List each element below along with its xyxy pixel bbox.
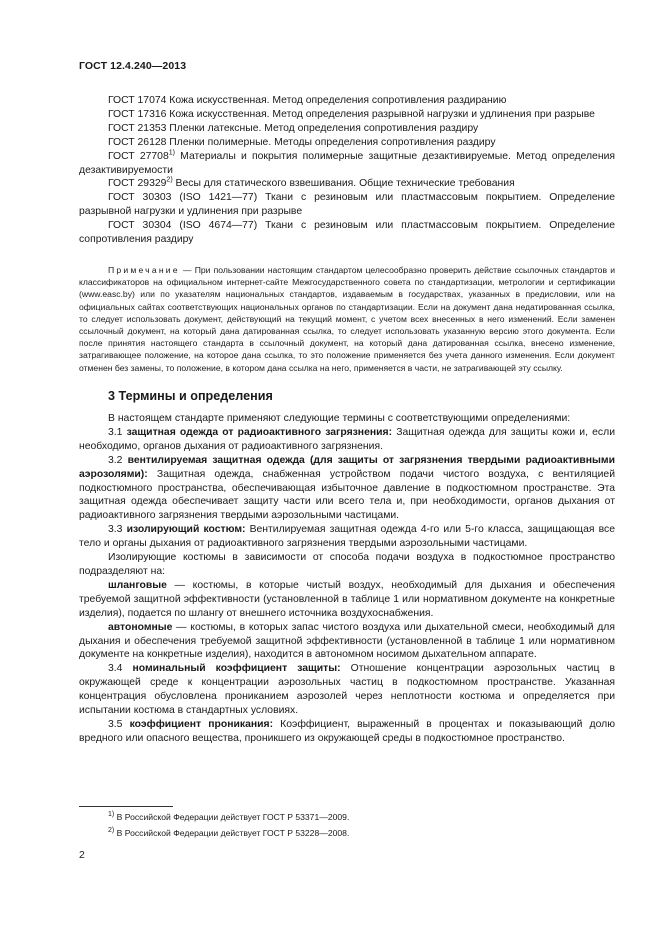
page-header: ГОСТ 12.4.240—2013	[79, 60, 187, 72]
term-3-2: 3.2 вентилируемая защитная одежда (для защиты от загрязнения твердыми радиоактивными аэрозолями): Защитная одежда, снабженная устройством подачи чистого воздуха, с вентиляцией подкостюмного пространства, обеспечивающая избыточное давление в подкостюмном пространстве. Эта защитная одежда обеспечивает защиту части или всего тела и, при необходимости, органов дыхания от радиоактивного загрязнения твердыми аэрозольными частицами.	[79, 454, 615, 522]
term-3-4: 3.4 номинальный коэффициент защиты: Отношение концентрации аэрозольных частиц в окружающей среде к концентрации аэрозольных частиц в подкостюмном пространстве. Указанная концентрация обусловлена прониканием аэрозолей через неплотности костюма и определяется при испытании костюма в стандартных условиях.	[79, 663, 615, 717]
reference-item: ГОСТ 21353 Пленки латексные. Метод определения сопротивления раздиру	[108, 122, 479, 134]
term-3-5: 3.5 коэффициент проникания: Коэффициент, выраженный в процентах и показывающий долю вредного или опасного вещества, проникшего из окружающей среды в подкостюмное пространство.	[79, 718, 615, 744]
footnote-ref: 2)	[166, 176, 173, 184]
hose-suits-paragraph: шланговые — костюмы, в которые чистый воздух, необходимый для дыхания и обеспечения требуемой защитной эффективности (установленной в таблице 1 или нормативном документе на конкретные изделия), подается по шлангу от внешнего источника воздухоснабжения.	[79, 579, 615, 619]
term-3-1: 3.1 защитная одежда от радиоактивного загрязнения: Защитная одежда для защиты кожи и, если необходимо, органов дыхания от радиоактивного загрязнения.	[79, 426, 615, 452]
reference-item: ГОСТ 27708$^{1)}$ Материалы и покрытия полимерные защитные дезактивируемые. Метод определения дезактивируемости	[79, 149, 615, 176]
note-paragraph: Примечание — При пользовании настоящим стандартом целесообразно проверить действие ссылочных стандартов и классификаторов на официальном интернет-сайте Межгосударственного совета по стандартизации, метрологии и сертификации (www.easc.by) или по указателям национальных стандартов, издаваемым в государствах, указанных в предисловии, или на официальных сайтах соответствующих национальных органов по стандартизации. Если на документ дана недатированная ссылка, то следует использовать документ, действующий на текущий момент, с учетом всех внесенных в него изменений. Если заменен ссылочный документ, на который дана датированная ссылка, то следует использовать указанную версию этого документа. Если после принятия настоящего стандарта в ссылочный документ, на который дана датированная ссылка, внесено изменение, затрагивающее положение, на которое дана ссылка, то это положение применяется без учета данного изменения. Если документ отменен без замены, то положение, в котором дана ссылка на него, применяется в части, не затрагивающей эту ссылку.	[79, 265, 615, 373]
footnote-divider	[79, 806, 173, 807]
note-label: Примечание	[108, 265, 180, 275]
section-title: 3 Термины и определения	[108, 389, 273, 403]
intro-paragraph: В настоящем стандарте применяют следующие термины с соответствующими определениями:	[108, 413, 571, 424]
autonomous-suits-paragraph: автономные — костюмы, в которых запас чистого воздуха или дыхательной смеси, необходимый для дыхания и обеспечения требуемой защитной эффективности (установленной в таблице 1 или нормативном документе на конкретные изделия), находится в автономном носимом дыхательном аппарате.	[79, 621, 615, 661]
reference-item: ГОСТ 30304 (ISO 4674—77) Ткани с резиновым или пластмассовым покрытием. Определение сопротивления раздиру	[79, 220, 615, 246]
references-list	[79, 94, 615, 247]
reference-item: ГОСТ 17316 Кожа искусственная. Метод определения разрывной нагрузки и удлинения при разрыве	[108, 108, 595, 120]
reference-item: ГОСТ 17074 Кожа искусственная. Метод определения сопротивления раздиранию	[108, 95, 507, 106]
footnote: $^{2)}$ В Российской Федерации действует ГОСТ Р 53228—2008.	[108, 827, 350, 838]
reference-item: ГОСТ 29329$^{2)}$ Весы для статического взвешивания. Общие технические требования	[108, 176, 515, 190]
footnote: $^{1)}$ В Российской Федерации действует ГОСТ Р 53371—2009.	[108, 811, 350, 822]
footnote-ref: 1)	[168, 149, 175, 157]
isolating-suits-paragraph: Изолирующие костюмы в зависимости от способа подачи воздуха в подкостюмное пространство подразделяют на:	[79, 552, 615, 577]
terms-section	[79, 412, 615, 746]
reference-item: ГОСТ 26128 Пленки полимерные. Методы определения сопротивления раздиру	[108, 136, 496, 148]
page-number: 2	[79, 850, 85, 861]
reference-item: ГОСТ 30303 (ISO 1421—77) Ткани с резиновым или пластмассовым покрытием. Определение разрывной нагрузки и удлинения при разрыве	[79, 192, 615, 218]
term-3-3: 3.3 изолирующий костюм: Вентилируемая защитная одежда 4-го или 5-го класса, защищающая все тело и органы дыхания от радиоактивного загрязнения твердыми аэрозольными частицами.	[79, 524, 615, 550]
